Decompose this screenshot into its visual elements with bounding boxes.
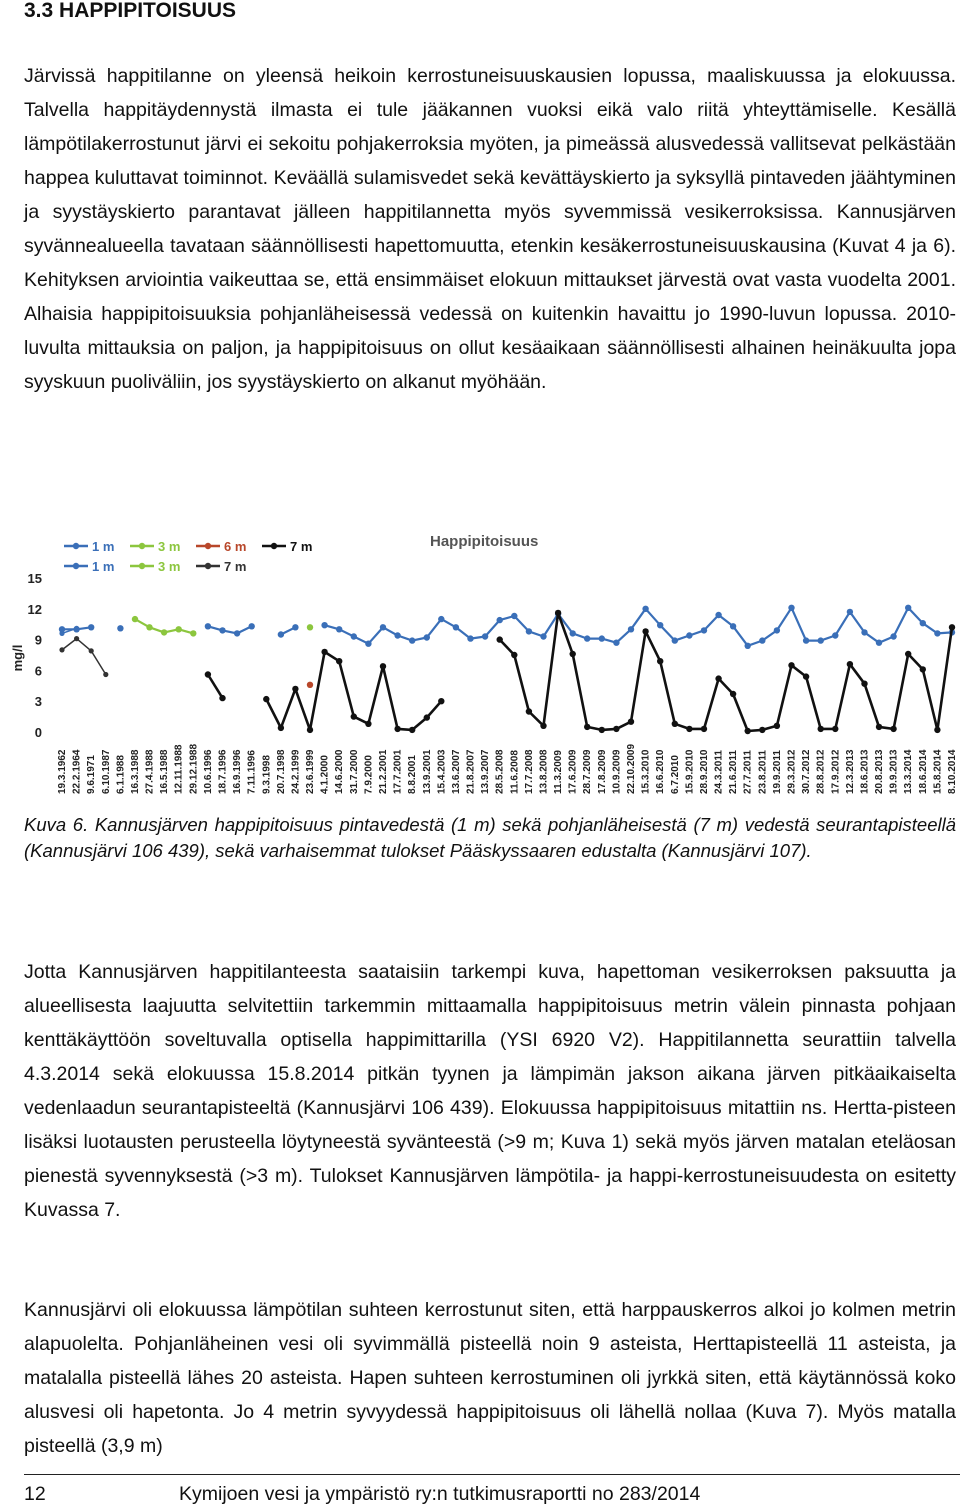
data-point (701, 627, 707, 633)
x-tick-label: 12.11.1988 (173, 744, 185, 794)
x-tick-label: 11.3.2009 (553, 750, 565, 794)
series-line (208, 675, 223, 699)
data-point (321, 622, 327, 628)
x-tick-label: 28.8.2012 (815, 749, 827, 794)
x-tick-label: 19.3.1962 (57, 749, 68, 794)
legend-marker (205, 543, 211, 549)
data-point (788, 605, 794, 611)
x-tick-label: 10.9.2009 (611, 749, 623, 794)
data-point (905, 605, 911, 611)
legend-marker (73, 563, 79, 569)
data-point (74, 636, 79, 641)
data-point (657, 658, 663, 664)
x-tick-label: 11.6.2008 (509, 750, 521, 794)
x-tick-label: 20.8.2013 (874, 749, 886, 794)
data-point (672, 637, 678, 643)
data-point (803, 637, 809, 643)
data-point (890, 633, 896, 639)
x-tick-label: 19.9.2013 (888, 749, 900, 794)
x-tick-label: 6.1.1988 (115, 755, 127, 794)
data-point (351, 633, 357, 639)
data-point (818, 637, 824, 643)
x-tick-label: 13.9.2007 (480, 749, 492, 794)
data-point (146, 624, 152, 630)
data-point (920, 620, 926, 626)
x-tick-label: 24.2.1999 (290, 749, 302, 794)
data-point (336, 626, 342, 632)
paragraph-3: Kannusjärvi oli elokuussa lämpötilan suhteen kerrostunut siten, että harppauskerros alkoi jo kolmen metrin alapuolelta. Pohjanläheinen vesi oli syvimmällä pisteellä noin 9 asteista, Herttapisteellä 11 asteista, ja matalalla pisteellä lähes 20 asteista. Hapen suhteen kerrostuminen oli jyrkkä siten, että käytännössä koko alusvesi oli hapetonta. Jo 4 metrin syvyydessä happipitoisuus oli lähellä nollaa (Kuva 7). Myös matalla pisteellä (3,9 m) (24, 1299, 956, 1457)
legend-marker (139, 563, 145, 569)
data-point (292, 686, 298, 692)
data-point (278, 631, 284, 637)
data-point (803, 673, 809, 679)
data-point (628, 626, 634, 632)
data-point (511, 613, 517, 619)
publication-title: Kymijoen vesi ja ympäristö ry:n tutkimusraportti no 283/2014 (179, 1483, 701, 1505)
data-point (920, 666, 926, 672)
data-point (730, 691, 736, 697)
data-point (584, 724, 590, 730)
data-point (730, 623, 736, 629)
paragraph-1: Järvissä happitilanne on yleensä heikoin kerrostuneisuuskausien lopussa, maaliskuussa ja elokuussa. Talvella happitäydennystä ilmasta ei tule jääkannen vuoksi eikä valo riitä yhteyttämiselle. Kesällä lämpötilakerrostunut järvi ei sekoitu pohjakerroksia myöten, ja pimeässä alusvedessä vallitsevat pelkästään happea kuluttavat toiminnot. Keväällä sulamisvedet sekä kevättäyskierto ja syksyllä pintaveden jäähtyminen ja syystäyskierto parantavat jälleen happitilannetta myös syvemmissä vesikerroksissa. Kannusjärven syvännealueella tavataan säännöllisesti hapettomuutta, etenkin kesäkerrostuneisuuskausina (Kuvat 4 ja 6). Kehityksen arviointia vaikeuttaa se, että ensimmäiset elokuun mittaukset järvestä ovat vasta vuodelta 2001. Alhaisia happipitoisuuksia pohjanläheisessä vedessä on kuitenkin havaittu jo 1990-luvun lopussa. 2010-luvulta mittauksia on paljon, ja happipitoisuus on ollut kesäaikaan säännöllisesti alhainen heinäkuulta jopa syyskuun puoliväliin, jos syystäyskierto on alkanut myöhään. (24, 65, 956, 393)
x-tick-label: 29.12.1988 (188, 743, 200, 794)
x-tick-label: 9.3.1998 (261, 755, 273, 794)
data-point (745, 728, 751, 734)
data-point (847, 661, 853, 667)
data-point (365, 641, 371, 647)
data-point (642, 628, 648, 634)
data-point (526, 628, 532, 634)
legend-label: 3 m (158, 539, 181, 554)
data-point (497, 617, 503, 623)
x-tick-label: 13.8.2008 (538, 749, 550, 794)
data-point (263, 696, 269, 702)
data-point (759, 637, 765, 643)
x-tick-label: 7.9.2000 (363, 755, 375, 794)
data-point (686, 726, 692, 732)
chart-title: Happipitoisuus (430, 533, 539, 550)
data-point (234, 630, 240, 636)
data-point (701, 726, 707, 732)
x-tick-label: 14.6.2000 (334, 749, 346, 794)
legend-marker (205, 563, 211, 569)
x-tick-label: 28.7.2009 (582, 749, 594, 794)
series-line (325, 608, 952, 646)
data-point (715, 675, 721, 681)
y-tick-label: 6 (34, 663, 42, 679)
data-point (88, 624, 94, 630)
y-tick-label: 0 (34, 725, 42, 740)
x-tick-label: 21.2.2001 (377, 749, 389, 794)
data-point (59, 631, 64, 636)
x-tick-label: 28.9.2010 (698, 749, 710, 794)
data-point (745, 643, 751, 649)
x-tick-label: 6.7.2010 (669, 755, 681, 794)
y-tick-label: 9 (34, 632, 42, 648)
x-tick-label: 17.6.2009 (567, 749, 579, 794)
x-tick-label: 27.4.1988 (144, 749, 156, 794)
data-point (161, 629, 167, 635)
oxygen-chart (0, 520, 960, 805)
data-point (774, 723, 780, 729)
data-point (497, 636, 503, 642)
data-point (409, 637, 415, 643)
x-tick-label: 15.8.2014 (932, 749, 944, 794)
y-tick-label: 3 (34, 694, 42, 710)
data-point (657, 622, 663, 628)
data-point (219, 627, 225, 633)
x-tick-label: 19.9.2011 (771, 750, 783, 794)
legend-label: 3 m (158, 559, 181, 574)
x-tick-label: 15.3.2010 (640, 749, 652, 794)
data-point (642, 606, 648, 612)
x-tick-label: 23.6.1999 (305, 749, 317, 794)
data-point (570, 630, 576, 636)
series-line (62, 639, 106, 675)
x-tick-label: 16.6.2010 (655, 749, 667, 794)
data-point (307, 624, 313, 630)
data-point (438, 616, 444, 622)
data-point (424, 714, 430, 720)
data-point (482, 633, 488, 639)
x-tick-label: 17.7.2001 (392, 749, 404, 794)
x-tick-label: 21.6.2011 (728, 750, 740, 794)
data-point (453, 624, 459, 630)
x-tick-label: 15.9.2010 (684, 749, 696, 794)
data-point (847, 609, 853, 615)
data-point (570, 651, 576, 657)
x-tick-label: 20.7.1998 (275, 749, 287, 794)
data-point (380, 624, 386, 630)
x-tick-label: 9.6.1971 (86, 755, 98, 794)
data-point (103, 672, 108, 677)
data-point (321, 649, 327, 655)
data-point (278, 725, 284, 731)
data-point (205, 623, 211, 629)
data-point (599, 635, 605, 641)
data-point (307, 727, 313, 733)
data-point (584, 635, 590, 641)
x-tick-label: 12.3.2013 (844, 749, 856, 794)
data-point (74, 626, 79, 631)
data-point (205, 671, 211, 677)
data-point (949, 624, 955, 630)
data-point (832, 726, 838, 732)
x-tick-label: 16.5.1988 (159, 749, 171, 794)
x-tick-label: 8.10.2014 (947, 749, 958, 794)
legend-marker (73, 543, 79, 549)
x-tick-label: 13.3.2014 (903, 749, 915, 794)
data-point (409, 727, 415, 733)
paragraph-2: Jotta Kannusjärven happitilanteesta saataisiin tarkempi kuva, hapettoman vesikerroksen paksuutta ja alueellisesta laajuutta selvitettiin tarkemmin mittaamalla happipitoisuus metrin välein pinnasta pohjaan kenttäkäyttöön soveltuvalla optisella happimittarilla (YSI 6920 V2). Happitilannetta seurattiin talvella 4.3.2014 sekä elokuussa 15.8.2014 pitkän tyynen ja lämpimän jakson aikana järven pitkäaikaiselta vedenlaadun seurantapisteeltä (Kannusjärvi 106 439). Elokuussa happipitoisuus mitattiin ns. Hertta-pisteen lisäksi luotausten perusteella löytyneestä syvänteestä (>9 m; Kuva 1) sekä myös järven matalan eteläosan pienestä syvennyksestä (>3 m). Tulokset Kannusjärven lämpötila- ja happi-kerrostuneisuudesta on esitetty Kuvassa 7. (24, 961, 956, 1221)
data-point (438, 698, 444, 704)
data-point (132, 616, 138, 622)
data-point (759, 727, 765, 733)
data-point (249, 623, 255, 629)
data-point (540, 633, 546, 639)
legend-label: 1 m (92, 539, 115, 554)
data-point (861, 681, 867, 687)
data-point (292, 624, 298, 630)
data-point (219, 695, 225, 701)
x-tick-label: 21.8.2007 (465, 749, 477, 794)
data-point (511, 652, 517, 658)
x-tick-label: 30.7.2012 (801, 749, 813, 794)
data-point (394, 726, 400, 732)
x-tick-label: 27.7.2011 (742, 750, 754, 794)
x-tick-label: 18.7.1996 (217, 749, 229, 794)
x-tick-label: 17.9.2012 (830, 749, 842, 794)
y-tick-label: 15 (27, 571, 42, 586)
x-tick-label: 13.9.2001 (421, 749, 433, 794)
data-point (818, 726, 824, 732)
legend-marker (271, 543, 277, 549)
data-point (934, 630, 940, 636)
data-point (613, 726, 619, 732)
data-point (599, 727, 605, 733)
data-point (832, 632, 838, 638)
data-point (774, 627, 780, 633)
x-tick-label: 7.11.1996 (246, 750, 258, 794)
legend-label: 7 m (224, 559, 247, 574)
data-point (117, 625, 123, 631)
data-point (526, 708, 532, 714)
x-tick-label: 15.4.2003 (436, 749, 448, 794)
section-heading: 3.3 HAPPIPITOISUUS (24, 0, 237, 22)
data-point (424, 634, 430, 640)
data-point (890, 726, 896, 732)
data-point (176, 626, 182, 632)
legend-label: 1 m (92, 559, 115, 574)
data-point (876, 640, 882, 646)
legend-label: 7 m (290, 539, 313, 554)
x-tick-label: 8.8.2001 (407, 755, 419, 794)
x-tick-label: 16.3.1988 (129, 749, 141, 794)
data-point (336, 658, 342, 664)
data-point (628, 719, 634, 725)
x-tick-label: 18.6.2014 (917, 749, 929, 794)
x-tick-label: 24.3.2011 (713, 750, 725, 794)
page-footer (24, 1474, 960, 1505)
data-point (351, 713, 357, 719)
x-tick-label: 18.6.2013 (859, 749, 871, 794)
data-point (540, 723, 546, 729)
x-tick-label: 6.10.1987 (100, 749, 112, 794)
x-tick-label: 16.9.1996 (232, 749, 244, 794)
x-tick-label: 17.7.2008 (523, 749, 535, 794)
x-tick-label: 28.5.2008 (494, 749, 506, 794)
x-tick-label: 10.6.1996 (202, 749, 214, 794)
data-point (672, 721, 678, 727)
data-point (365, 721, 371, 727)
data-point (686, 632, 692, 638)
data-point (861, 629, 867, 635)
data-point (190, 630, 196, 636)
x-tick-label: 17.8.2009 (596, 749, 608, 794)
data-point (467, 635, 473, 641)
y-axis-label: mg/l (10, 644, 25, 672)
legend-label: 6 m (224, 539, 247, 554)
legend-marker (139, 543, 145, 549)
data-point (555, 610, 561, 616)
x-tick-label: 29.3.2012 (786, 749, 798, 794)
data-point (307, 682, 313, 688)
x-tick-label: 13.6.2007 (450, 749, 462, 794)
x-tick-label: 4.1.2000 (319, 755, 331, 794)
figure-caption: Kuva 6. Kannusjärven happipitoisuus pintavedestä (1 m) sekä pohjanläheisestä (7 m) vedestä seurantapisteellä (Kannusjärvi 106 439), sekä varhaisemmat tulokset Pääskyssaaren edustalta (Kannusjärvi 107). (24, 814, 956, 861)
data-point (905, 651, 911, 657)
x-tick-label: 22.10.2009 (626, 743, 638, 794)
data-point (89, 648, 94, 653)
x-tick-label: 31.7.2000 (348, 749, 360, 794)
x-tick-label: 23.8.2011 (757, 750, 769, 794)
data-point (613, 640, 619, 646)
data-point (59, 647, 64, 652)
data-point (788, 662, 794, 668)
page-number: 12 (24, 1483, 46, 1505)
x-tick-label: 22.2.1964 (71, 749, 83, 794)
y-tick-label: 12 (27, 601, 42, 617)
series-line (500, 613, 952, 731)
data-point (394, 632, 400, 638)
data-point (380, 663, 386, 669)
data-point (715, 612, 721, 618)
data-point (876, 724, 882, 730)
series-line (208, 626, 252, 633)
data-point (934, 727, 940, 733)
